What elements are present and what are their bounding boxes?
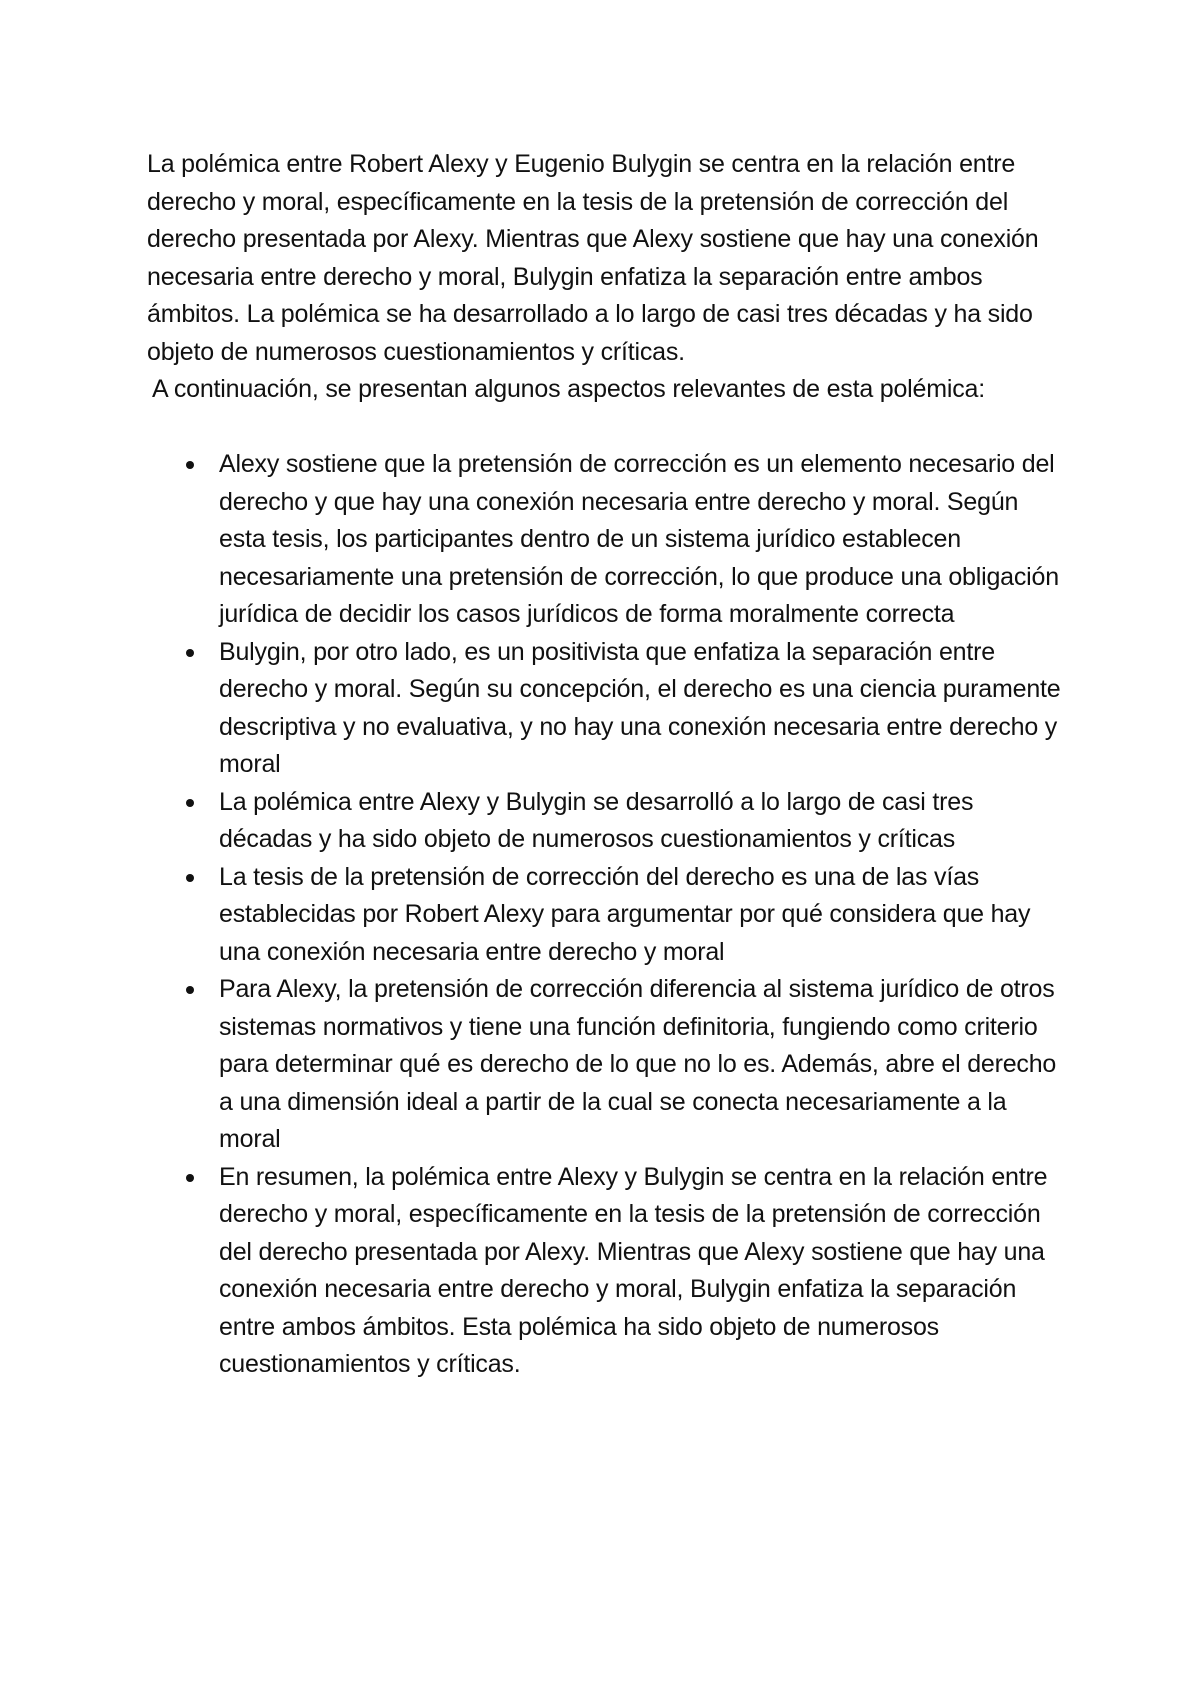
bullet-icon — [186, 1174, 194, 1182]
list-item-text: Bulygin, por otro lado, es un positivista que enfatiza la separación entre derecho y moral. Según su concepción, el derecho es una ciencia puramente descriptiva y no evaluativa, y no hay una conexión necesaria entre derecho y moral — [219, 637, 1061, 778]
list-item-text: En resumen, la polémica entre Alexy y Bulygin se centra en la relación entre derecho y moral, específicamente en la tesis de la pretensión de corrección del derecho presentada por Alexy. Mientras que Alexy sostiene que hay una conexión necesaria entre derecho y moral, Bulygin enfatiza la separación entre ambos ámbitos. Esta polémica ha sido objeto de numerosos cuestionamientos y críticas. — [219, 1162, 1048, 1378]
list-item-text: La polémica entre Alexy y Bulygin se desarrolló a lo largo de casi tres décadas y ha sido objeto de numerosos cuestionamientos y críticas — [219, 787, 974, 853]
bullet-list — [147, 446, 1069, 1384]
document-body — [147, 146, 1069, 1384]
list-item-text: Alexy sostiene que la pretensión de corrección es un elemento necesario del derecho y que hay una conexión necesaria entre derecho y moral. Según esta tesis, los participantes dentro de un sistema jurídico establecen necesariamente una pretensión de corrección, lo que produce una obligación jurídica de decidir los casos jurídicos de forma moralmente correcta — [219, 450, 1059, 628]
list-item-text: Para Alexy, la pretensión de corrección diferencia al sistema jurídico de otros sistemas normativos y tiene una función definitoria, fungiendo como criterio para determinar qué es derecho de lo que no lo es. Además, abre el derecho a una dimensión ideal a partir de la cual se conecta necesariamente a la moral — [219, 975, 1057, 1153]
bullet-icon — [186, 461, 194, 469]
list-item — [147, 859, 1069, 972]
bullet-icon — [186, 874, 194, 882]
intro-paragraph: La polémica entre Robert Alexy y Eugenio Bulygin se centra en la relación entre derecho y moral, específicamente en la tesis de la pretensión de corrección del derecho presentada por Alexy. Mientras que Alexy sostiene que hay una conexión necesaria entre derecho y moral, Bulygin enfatiza la separación entre ambos ámbitos. La polémica se ha desarrollado a lo largo de casi tres décadas y ha sido objeto de numerosos cuestionamientos y críticas. — [147, 150, 1039, 366]
bullet-icon — [186, 799, 194, 807]
list-item — [147, 634, 1069, 784]
bullet-icon — [186, 649, 194, 657]
list-item — [147, 784, 1069, 859]
list-item — [147, 1159, 1069, 1384]
list-item-text: La tesis de la pretensión de corrección del derecho es una de las vías establecidas por Robert Alexy para argumentar por qué considera que hay una conexión necesaria entre derecho y moral — [219, 862, 1031, 966]
list-item — [147, 971, 1069, 1159]
lead-in-text: A continuación, se presentan algunos aspectos relevantes de esta polémica: — [152, 375, 985, 403]
list-item — [147, 446, 1069, 634]
bullet-icon — [186, 986, 194, 994]
